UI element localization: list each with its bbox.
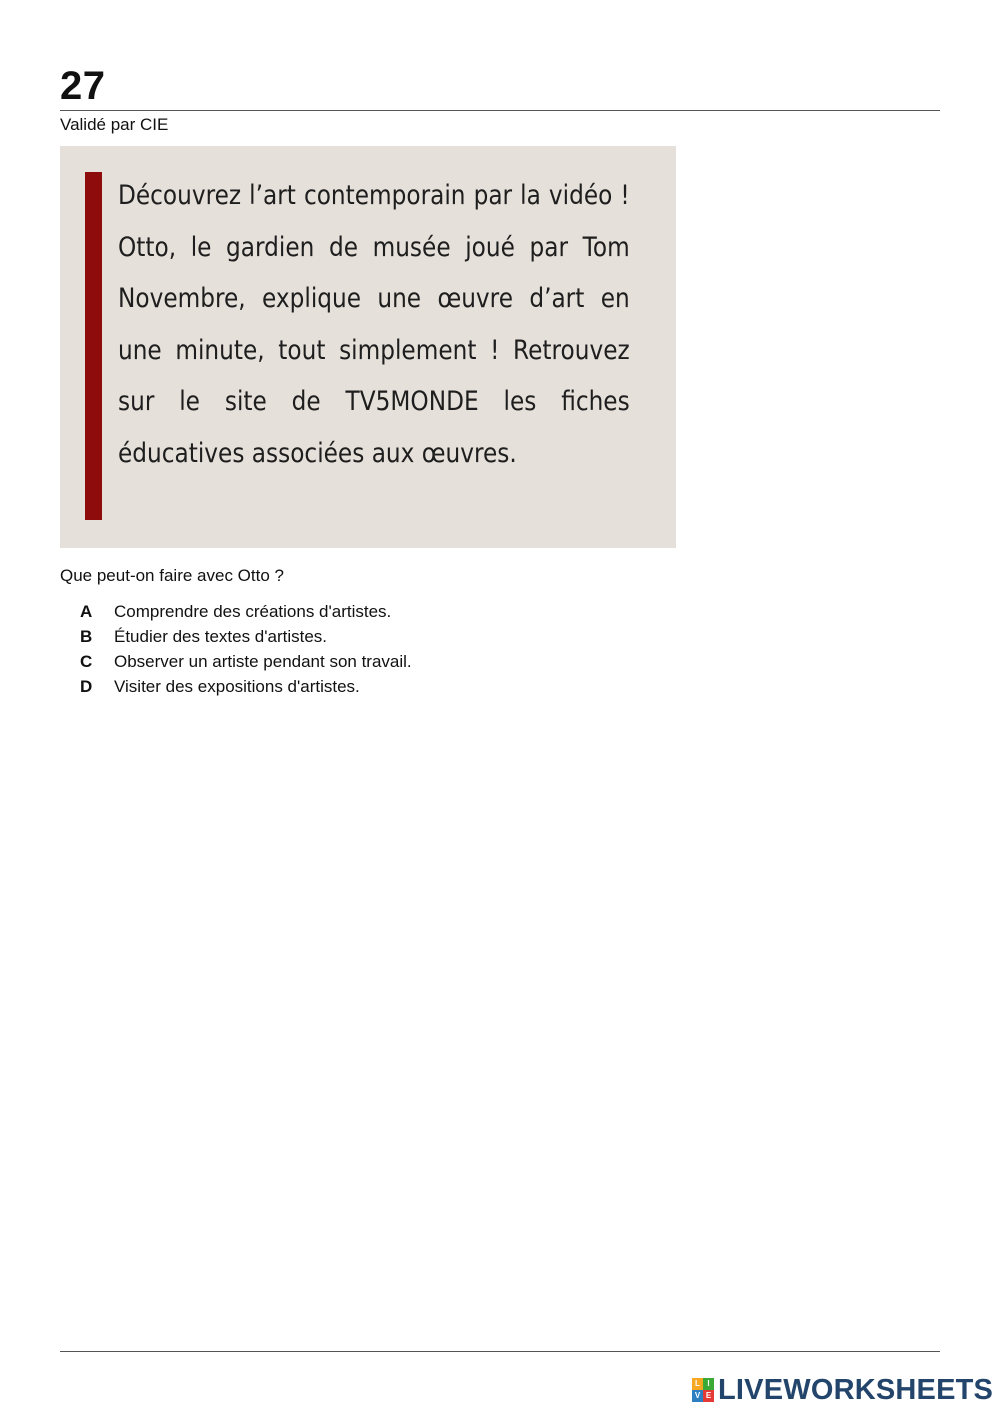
- logo-cell: I: [703, 1378, 714, 1390]
- brand-footer[interactable]: [692, 1373, 993, 1407]
- page-number: 27: [60, 64, 106, 108]
- passage-text: Découvrez l’art contemporain par la vidéo ! Otto, le gardien de musée joué par Tom Novembre, explique une œuvre d’art en une minute, tout simplement ! Retrouvez sur le site de TV5MONDE les fiches éducatives associées aux œuvres.: [118, 180, 630, 469]
- question-text: Que peut-on faire avec Otto ?: [60, 566, 284, 585]
- logo-cell: L: [692, 1378, 703, 1390]
- top-divider: [60, 110, 940, 111]
- option-c[interactable]: [80, 649, 412, 674]
- logo-cell: V: [692, 1390, 703, 1402]
- option-text: Visiter des expositions d'artistes.: [114, 677, 360, 696]
- bottom-divider: [60, 1351, 940, 1352]
- passage-image: [60, 146, 676, 548]
- logo-cell: E: [703, 1390, 714, 1402]
- option-text: Observer un artiste pendant son travail.: [114, 652, 412, 671]
- option-text: Étudier des textes d'artistes.: [114, 627, 328, 646]
- brand-name: LIVEWORKSHEETS: [718, 1373, 994, 1406]
- option-d[interactable]: [80, 674, 412, 699]
- option-text: Comprendre des créations d'artistes.: [114, 602, 392, 621]
- option-letter: A: [80, 602, 93, 621]
- option-letter: B: [80, 627, 93, 646]
- validated-by-label: Validé par CIE: [60, 115, 169, 134]
- answer-options: [80, 599, 412, 699]
- liveworksheets-logo-icon: [692, 1378, 714, 1402]
- option-letter: D: [80, 677, 93, 696]
- option-letter: C: [80, 652, 93, 671]
- option-b[interactable]: [80, 624, 412, 649]
- passage-accent-bar: [85, 172, 102, 520]
- option-a[interactable]: [80, 599, 412, 624]
